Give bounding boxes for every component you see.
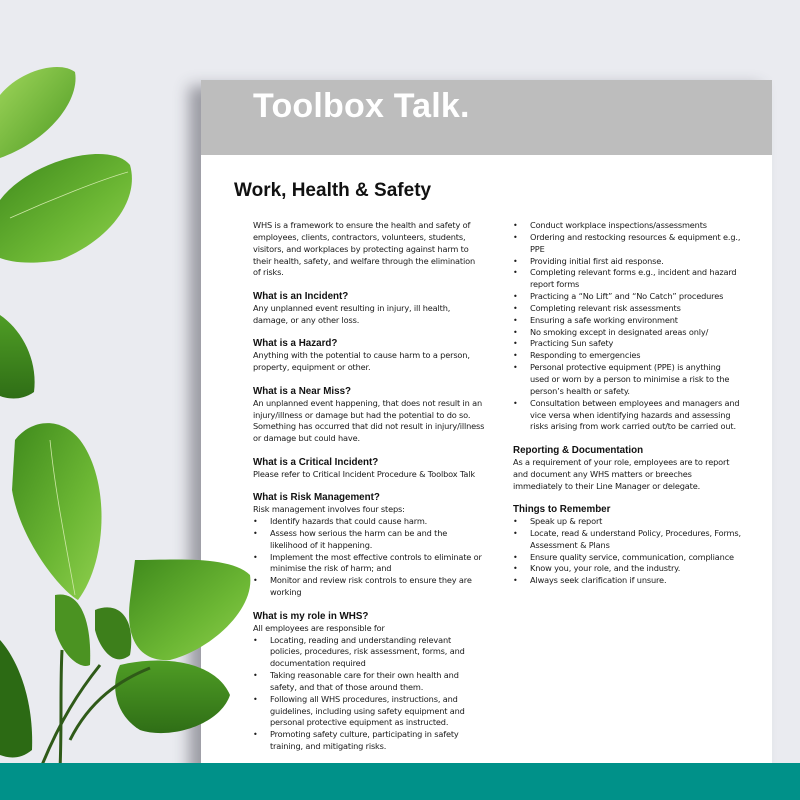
list-item: • Consultation between employees and managers and vice versa when identifying hazards and assessing risks arising from work carried out/to be carried out. xyxy=(513,398,741,434)
right-column xyxy=(513,220,741,587)
section-body: As a requirement of your role, employees are to report and document any WHS matters or breeches immediately to their Line Manager or delegate. xyxy=(513,456,730,491)
list-item: • Locating, reading and understanding relevant policies, procedures, risk assessment, forms, and documentation required xyxy=(253,635,485,671)
list-item: • Completing relevant risk assessments xyxy=(513,303,741,315)
list-item: • Ensure quality service, communication, compliance xyxy=(513,552,741,564)
section-reporting xyxy=(513,445,741,492)
remember-list xyxy=(513,516,741,587)
section-critical-incident xyxy=(253,457,485,481)
footer-teal-band xyxy=(0,763,800,800)
list-item: • Implement the most effective controls to eliminate or minimise the risk of harm; and xyxy=(253,552,485,576)
list-item: • Personal protective equipment (PPE) is anything used or worn by a person to minimise a risk to the person’s health or safety. xyxy=(513,362,741,398)
list-item: • Completing relevant forms e.g., incident and hazard report forms xyxy=(513,267,741,291)
section-intro: Risk management involves four steps: xyxy=(253,504,405,515)
list-item: • Identify hazards that could cause harm. xyxy=(253,516,485,528)
responsibilities-list xyxy=(253,635,485,753)
list-item: • Responding to emergencies xyxy=(513,350,741,362)
section-heading: What is an Incident? xyxy=(253,291,349,303)
responsibilities-list-continued xyxy=(513,220,741,433)
list-item: • Following all WHS procedures, instructions, and guidelines, including using safety equipment and personal protective equipment as instructed. xyxy=(253,694,485,730)
section-heading: What is my role in WHS? xyxy=(253,610,369,622)
list-item: • Speak up & report xyxy=(513,516,741,528)
document-title: Work, Health & Safety xyxy=(234,180,432,201)
list-item: • Locate, read & understand Policy, Procedures, Forms, Assessment & Plans xyxy=(513,528,741,552)
list-item: • No smoking except in designated areas only/ xyxy=(513,327,741,339)
section-incident xyxy=(253,291,485,327)
list-item: • Know you, your role, and the industry. xyxy=(513,563,741,575)
section-near-miss xyxy=(253,386,485,445)
section-heading: Reporting & Documentation xyxy=(513,445,644,457)
section-things-to-remember xyxy=(513,504,741,587)
list-item: • Promoting safety culture, participating in safety training, and mitigating risks. xyxy=(253,729,485,753)
section-heading: What is a Hazard? xyxy=(253,338,338,350)
list-item: • Practicing Sun safety xyxy=(513,338,741,350)
section-heading: What is Risk Management? xyxy=(253,492,380,504)
section-heading: What is a Critical Incident? xyxy=(253,456,379,468)
list-item: • Always seek clarification if unsure. xyxy=(513,575,741,587)
section-heading: Things to Remember xyxy=(513,504,611,516)
section-body: Any unplanned event resulting in injury, ill health, damage, or any other loss. xyxy=(253,302,451,325)
risk-steps-list xyxy=(253,516,485,599)
list-item: • Taking reasonable care for their own health and safety, and that of those around them. xyxy=(253,670,485,694)
section-body: Please refer to Critical Incident Procedure & Toolbox Talk xyxy=(253,468,475,479)
list-item: • Ensuring a safe working environment xyxy=(513,315,741,327)
page-header-band xyxy=(201,80,772,155)
list-item: • Ordering and restocking resources & equipment e.g., PPE xyxy=(513,232,741,256)
section-my-role xyxy=(253,611,485,753)
list-item: • Conduct workplace inspections/assessments xyxy=(513,220,741,232)
document-page xyxy=(201,80,772,780)
section-intro: All employees are responsible for xyxy=(253,622,385,633)
brand-title: Toolbox Talk. xyxy=(253,87,470,125)
list-item: • Providing initial first aid response. xyxy=(513,256,741,268)
section-hazard xyxy=(253,338,485,374)
section-heading: What is a Near Miss? xyxy=(253,385,351,397)
section-risk-management xyxy=(253,492,485,599)
section-body: An unplanned event happening, that does not result in an injury/illness or damage but had the potential to do so. Something has occurred that did not result in injury/illness or damage but could have. xyxy=(253,397,485,444)
list-item: • Assess how serious the harm can be and the likelihood of it happening. xyxy=(253,528,485,552)
list-item: • Monitor and review risk controls to ensure they are working xyxy=(253,575,485,599)
section-body: Anything with the potential to cause harm to a person, property, equipment or other. xyxy=(253,350,470,373)
left-column xyxy=(253,220,485,753)
list-item: • Practicing a “No Lift” and “No Catch” procedures xyxy=(513,291,741,303)
intro-paragraph: WHS is a framework to ensure the health and safety of employees, clients, contractors, volunteers, students, visitors, and workplaces by protecting against harm to their health, safety, and welfare through the elimination of risks. xyxy=(253,220,475,278)
